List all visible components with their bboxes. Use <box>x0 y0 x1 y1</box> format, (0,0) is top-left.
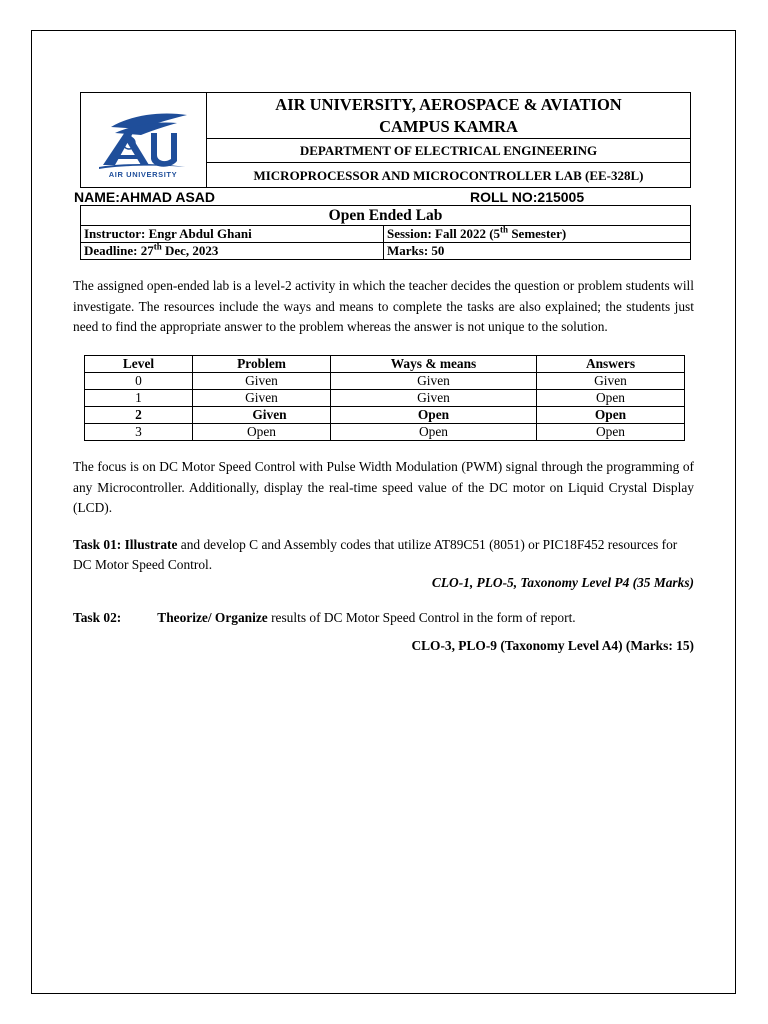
table-cell: 1 <box>85 390 193 407</box>
university-logo <box>81 93 205 185</box>
table-cell: Open <box>537 407 685 424</box>
table-cell: Given <box>331 390 537 407</box>
intro-paragraph: The assigned open-ended lab is a level-2 activity in which the teacher decides the question or problem students will investigate. The resources include the ways and means to complete the tasks are also explained; the students just need to find the appropriate answer to the problem whereas the answer is not unique to the solution. <box>73 278 694 334</box>
table-cell: Given <box>193 390 331 407</box>
lab-name: MICROPROCESSOR AND MICROCONTROLLER LAB (EE-328L) <box>253 168 644 183</box>
lab-info-table <box>80 205 691 260</box>
table-row <box>81 243 691 260</box>
student-roll: ROLL NO:215005 <box>470 189 585 205</box>
table-cell: 2 <box>85 407 193 424</box>
table-cell: Open <box>331 407 537 424</box>
lab-title: Open Ended Lab <box>81 206 691 226</box>
student-info-row <box>74 188 694 206</box>
task-01-clo: CLO-1, PLO-5, Taxonomy Level P4 (35 Marks) <box>431 575 694 590</box>
task-02-verb: Theorize/ Organize <box>157 610 268 625</box>
table-cell: Given <box>193 407 331 424</box>
logo-text: AIR UNIVERSITY <box>108 170 178 179</box>
task-01 <box>73 535 694 575</box>
levels-table <box>84 355 685 441</box>
task-01-text: and develop C and Assembly codes that utilize AT89C51 (8051) or PIC18F452 resources for DC Motor Speed Control. <box>73 537 678 572</box>
task-02 <box>73 608 694 628</box>
task-02-label: Task 02: <box>73 610 122 625</box>
task-02-text: results of DC Motor Speed Control in the form of report. <box>267 610 576 625</box>
table-row <box>85 390 685 407</box>
table-row <box>81 206 691 226</box>
column-header: Level <box>85 356 193 373</box>
table-cell: Open <box>537 390 685 407</box>
student-name: NAME:AHMAD ASAD <box>74 189 216 205</box>
table-row <box>85 407 685 424</box>
table-header-row <box>85 356 685 373</box>
table-row <box>85 373 685 390</box>
session-cell: Session: Fall 2022 (5th Semester) <box>384 226 691 243</box>
university-name-cell <box>207 93 690 139</box>
header-table <box>80 92 691 188</box>
deadline-cell: Deadline: 27th Dec, 2023 <box>81 243 384 260</box>
department-name: DEPARTMENT OF ELECTRICAL ENGINEERING <box>207 139 690 163</box>
university-name-line1: AIR UNIVERSITY, AEROSPACE & AVIATION <box>275 95 622 114</box>
table-cell: Given <box>331 373 537 390</box>
university-name-line2: CAMPUS KAMRA <box>379 117 518 136</box>
focus-paragraph: The focus is on DC Motor Speed Control with Pulse Width Modulation (PWM) signal through the programming of any Microcontroller. Additionally, display the real-time speed value of the DC motor on Liquid Crystal Display (LCD). <box>73 459 694 515</box>
table-row <box>81 226 691 243</box>
column-header: Answers <box>537 356 685 373</box>
table-cell: Open <box>331 424 537 441</box>
table-cell: Given <box>193 373 331 390</box>
table-cell: Open <box>537 424 685 441</box>
marks-cell: Marks: 50 <box>384 243 691 260</box>
task-02-clo: CLO-3, PLO-9 (Taxonomy Level A4) (Marks: 15) <box>411 638 694 653</box>
task-01-label: Task 01: Illustrate <box>73 537 178 552</box>
logo-cell <box>81 93 207 187</box>
column-header: Ways & means <box>331 356 537 373</box>
column-header: Problem <box>193 356 331 373</box>
instructor-cell: Instructor: Engr Abdul Ghani <box>81 226 384 243</box>
table-cell: Given <box>537 373 685 390</box>
table-cell: 0 <box>85 373 193 390</box>
table-row <box>85 424 685 441</box>
table-cell: Open <box>193 424 331 441</box>
table-cell: 3 <box>85 424 193 441</box>
